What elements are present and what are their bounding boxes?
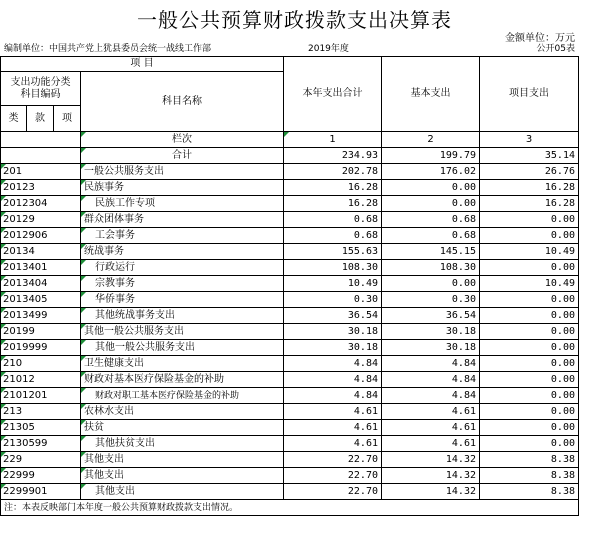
project-value: 0.00 [480, 260, 579, 276]
total-value: 4.84 [284, 372, 382, 388]
table-row [1, 324, 579, 340]
total-value: 0.30 [284, 292, 382, 308]
subject-code: 2013401 [1, 260, 81, 276]
basic-value: 4.61 [382, 420, 480, 436]
basic-value: 30.18 [382, 324, 480, 340]
table-row [1, 260, 579, 276]
col1-index: 1 [284, 132, 382, 148]
table-row [1, 356, 579, 372]
basic-value: 176.02 [382, 164, 480, 180]
subject-code: 20134 [1, 244, 81, 260]
basic-header: 基本支出 [382, 57, 480, 132]
table-row [1, 484, 579, 500]
total-row-total: 234.93 [284, 148, 382, 164]
project-value: 0.00 [480, 340, 579, 356]
basic-value: 4.84 [382, 356, 480, 372]
subject-name: 一般公共服务支出 [81, 164, 284, 180]
table-row [1, 244, 579, 260]
project-value: 0.00 [480, 292, 579, 308]
subject-name: 其他统战事务支出 [81, 308, 284, 324]
basic-value: 4.84 [382, 388, 480, 404]
subject-code: 2013404 [1, 276, 81, 292]
total-header: 本年支出合计 [284, 57, 382, 132]
func-class-header: 支出功能分类 科目编码 [1, 72, 81, 106]
basic-value: 4.84 [382, 372, 480, 388]
subject-name: 财政对职工基本医疗保险基金的补助 [81, 388, 284, 404]
table-row [1, 308, 579, 324]
basic-value: 145.15 [382, 244, 480, 260]
org-label: 编制单位：中国共产党上犹县委员会统一战线工作部 [4, 44, 212, 54]
lanci-label: 栏次 [81, 132, 284, 148]
year-label: 2019年度 [308, 44, 349, 54]
subject-name: 其他支出 [81, 468, 284, 484]
total-value: 36.54 [284, 308, 382, 324]
subject-name: 民族工作专项 [81, 196, 284, 212]
subject-name: 工会事务 [81, 228, 284, 244]
project-value: 8.38 [480, 484, 579, 500]
subject-code: 2013405 [1, 292, 81, 308]
total-value: 16.28 [284, 196, 382, 212]
project-value: 16.28 [480, 180, 579, 196]
table-row [1, 404, 579, 420]
project-value: 10.49 [480, 244, 579, 260]
total-value: 22.70 [284, 484, 382, 500]
basic-value: 0.00 [382, 180, 480, 196]
table-row [1, 292, 579, 308]
table-row [1, 228, 579, 244]
col2-index: 2 [382, 132, 480, 148]
subject-code: 20199 [1, 324, 81, 340]
project-value: 0.00 [480, 308, 579, 324]
project-value: 0.00 [480, 420, 579, 436]
table-note: 注：本表反映部门本年度一般公共预算财政拨款支出情况。 [1, 500, 579, 516]
subject-code: 2101201 [1, 388, 81, 404]
basic-value: 14.32 [382, 484, 480, 500]
form-code: 公开05表 [536, 44, 575, 54]
basic-value: 0.00 [382, 276, 480, 292]
total-value: 4.84 [284, 356, 382, 372]
total-value: 16.28 [284, 180, 382, 196]
project-value: 0.00 [480, 404, 579, 420]
basic-value: 0.00 [382, 196, 480, 212]
expenditure-table [0, 56, 579, 516]
subject-name: 农林水支出 [81, 404, 284, 420]
total-value: 0.68 [284, 228, 382, 244]
project-value: 0.00 [480, 212, 579, 228]
lei-header: 类 [1, 106, 27, 132]
subject-code: 20129 [1, 212, 81, 228]
table-row [1, 276, 579, 292]
project-value: 0.00 [480, 324, 579, 340]
subject-name: 行政运行 [81, 260, 284, 276]
kuan-header: 款 [27, 106, 54, 132]
subject-name: 卫生健康支出 [81, 356, 284, 372]
project-value: 26.76 [480, 164, 579, 180]
basic-value: 4.61 [382, 436, 480, 452]
subject-name: 其他扶贫支出 [81, 436, 284, 452]
basic-value: 0.68 [382, 212, 480, 228]
table-title: 一般公共预算财政拨款支出决算表 [137, 8, 452, 32]
subject-code: 2013499 [1, 308, 81, 324]
subject-name: 其他一般公共服务支出 [81, 340, 284, 356]
table-row [1, 452, 579, 468]
xiang-header: 项 [54, 106, 81, 132]
subject-code: 2012906 [1, 228, 81, 244]
total-value: 4.61 [284, 420, 382, 436]
basic-value: 36.54 [382, 308, 480, 324]
total-row-label: 合计 [81, 148, 284, 164]
basic-value: 30.18 [382, 340, 480, 356]
basic-value: 14.32 [382, 452, 480, 468]
subject-code: 21305 [1, 420, 81, 436]
project-value: 16.28 [480, 196, 579, 212]
table-row [1, 164, 579, 180]
table-row [1, 180, 579, 196]
subject-code: 229 [1, 452, 81, 468]
table-row [1, 468, 579, 484]
subject-name-header: 科目名称 [81, 72, 284, 132]
subject-name: 扶贫 [81, 420, 284, 436]
subject-code: 20123 [1, 180, 81, 196]
basic-value: 0.30 [382, 292, 480, 308]
unit-label: 金额单位：万元 [505, 33, 575, 44]
total-value: 108.30 [284, 260, 382, 276]
table-row [1, 388, 579, 404]
basic-value: 108.30 [382, 260, 480, 276]
total-value: 4.84 [284, 388, 382, 404]
total-row-basic: 199.79 [382, 148, 480, 164]
project-value: 0.00 [480, 436, 579, 452]
project-header: 项 目 [1, 57, 284, 72]
total-value: 4.61 [284, 404, 382, 420]
subject-code: 21012 [1, 372, 81, 388]
total-value: 10.49 [284, 276, 382, 292]
project-value: 0.00 [480, 356, 579, 372]
total-value: 22.70 [284, 452, 382, 468]
subject-name: 财政对基本医疗保险基金的补助 [81, 372, 284, 388]
project-value: 10.49 [480, 276, 579, 292]
total-value: 155.63 [284, 244, 382, 260]
total-value: 4.61 [284, 436, 382, 452]
project-value: 0.00 [480, 228, 579, 244]
subject-name: 统战事务 [81, 244, 284, 260]
table-row [1, 436, 579, 452]
total-value: 30.18 [284, 340, 382, 356]
subject-name: 群众团体事务 [81, 212, 284, 228]
basic-value: 14.32 [382, 468, 480, 484]
subject-code: 22999 [1, 468, 81, 484]
basic-value: 0.68 [382, 228, 480, 244]
table-row [1, 340, 579, 356]
subject-code: 2019999 [1, 340, 81, 356]
subject-code: 2130599 [1, 436, 81, 452]
project-value: 8.38 [480, 468, 579, 484]
total-value: 0.68 [284, 212, 382, 228]
subject-name: 其他支出 [81, 452, 284, 468]
project-value: 0.00 [480, 372, 579, 388]
subject-code: 210 [1, 356, 81, 372]
subject-code: 2299901 [1, 484, 81, 500]
subject-name: 宗教事务 [81, 276, 284, 292]
total-value: 30.18 [284, 324, 382, 340]
project-exp-header: 项目支出 [480, 57, 579, 132]
total-value: 22.70 [284, 468, 382, 484]
project-value: 8.38 [480, 452, 579, 468]
total-value: 202.78 [284, 164, 382, 180]
subject-name: 其他一般公共服务支出 [81, 324, 284, 340]
table-row [1, 372, 579, 388]
subject-name: 民族事务 [81, 180, 284, 196]
subject-code: 201 [1, 164, 81, 180]
subject-name: 华侨事务 [81, 292, 284, 308]
table-row [1, 212, 579, 228]
table-row [1, 196, 579, 212]
table-row [1, 420, 579, 436]
subject-code: 213 [1, 404, 81, 420]
subject-name: 其他支出 [81, 484, 284, 500]
basic-value: 4.61 [382, 404, 480, 420]
total-row-project: 35.14 [480, 148, 579, 164]
project-value: 0.00 [480, 388, 579, 404]
col3-index: 3 [480, 132, 579, 148]
subject-code: 2012304 [1, 196, 81, 212]
